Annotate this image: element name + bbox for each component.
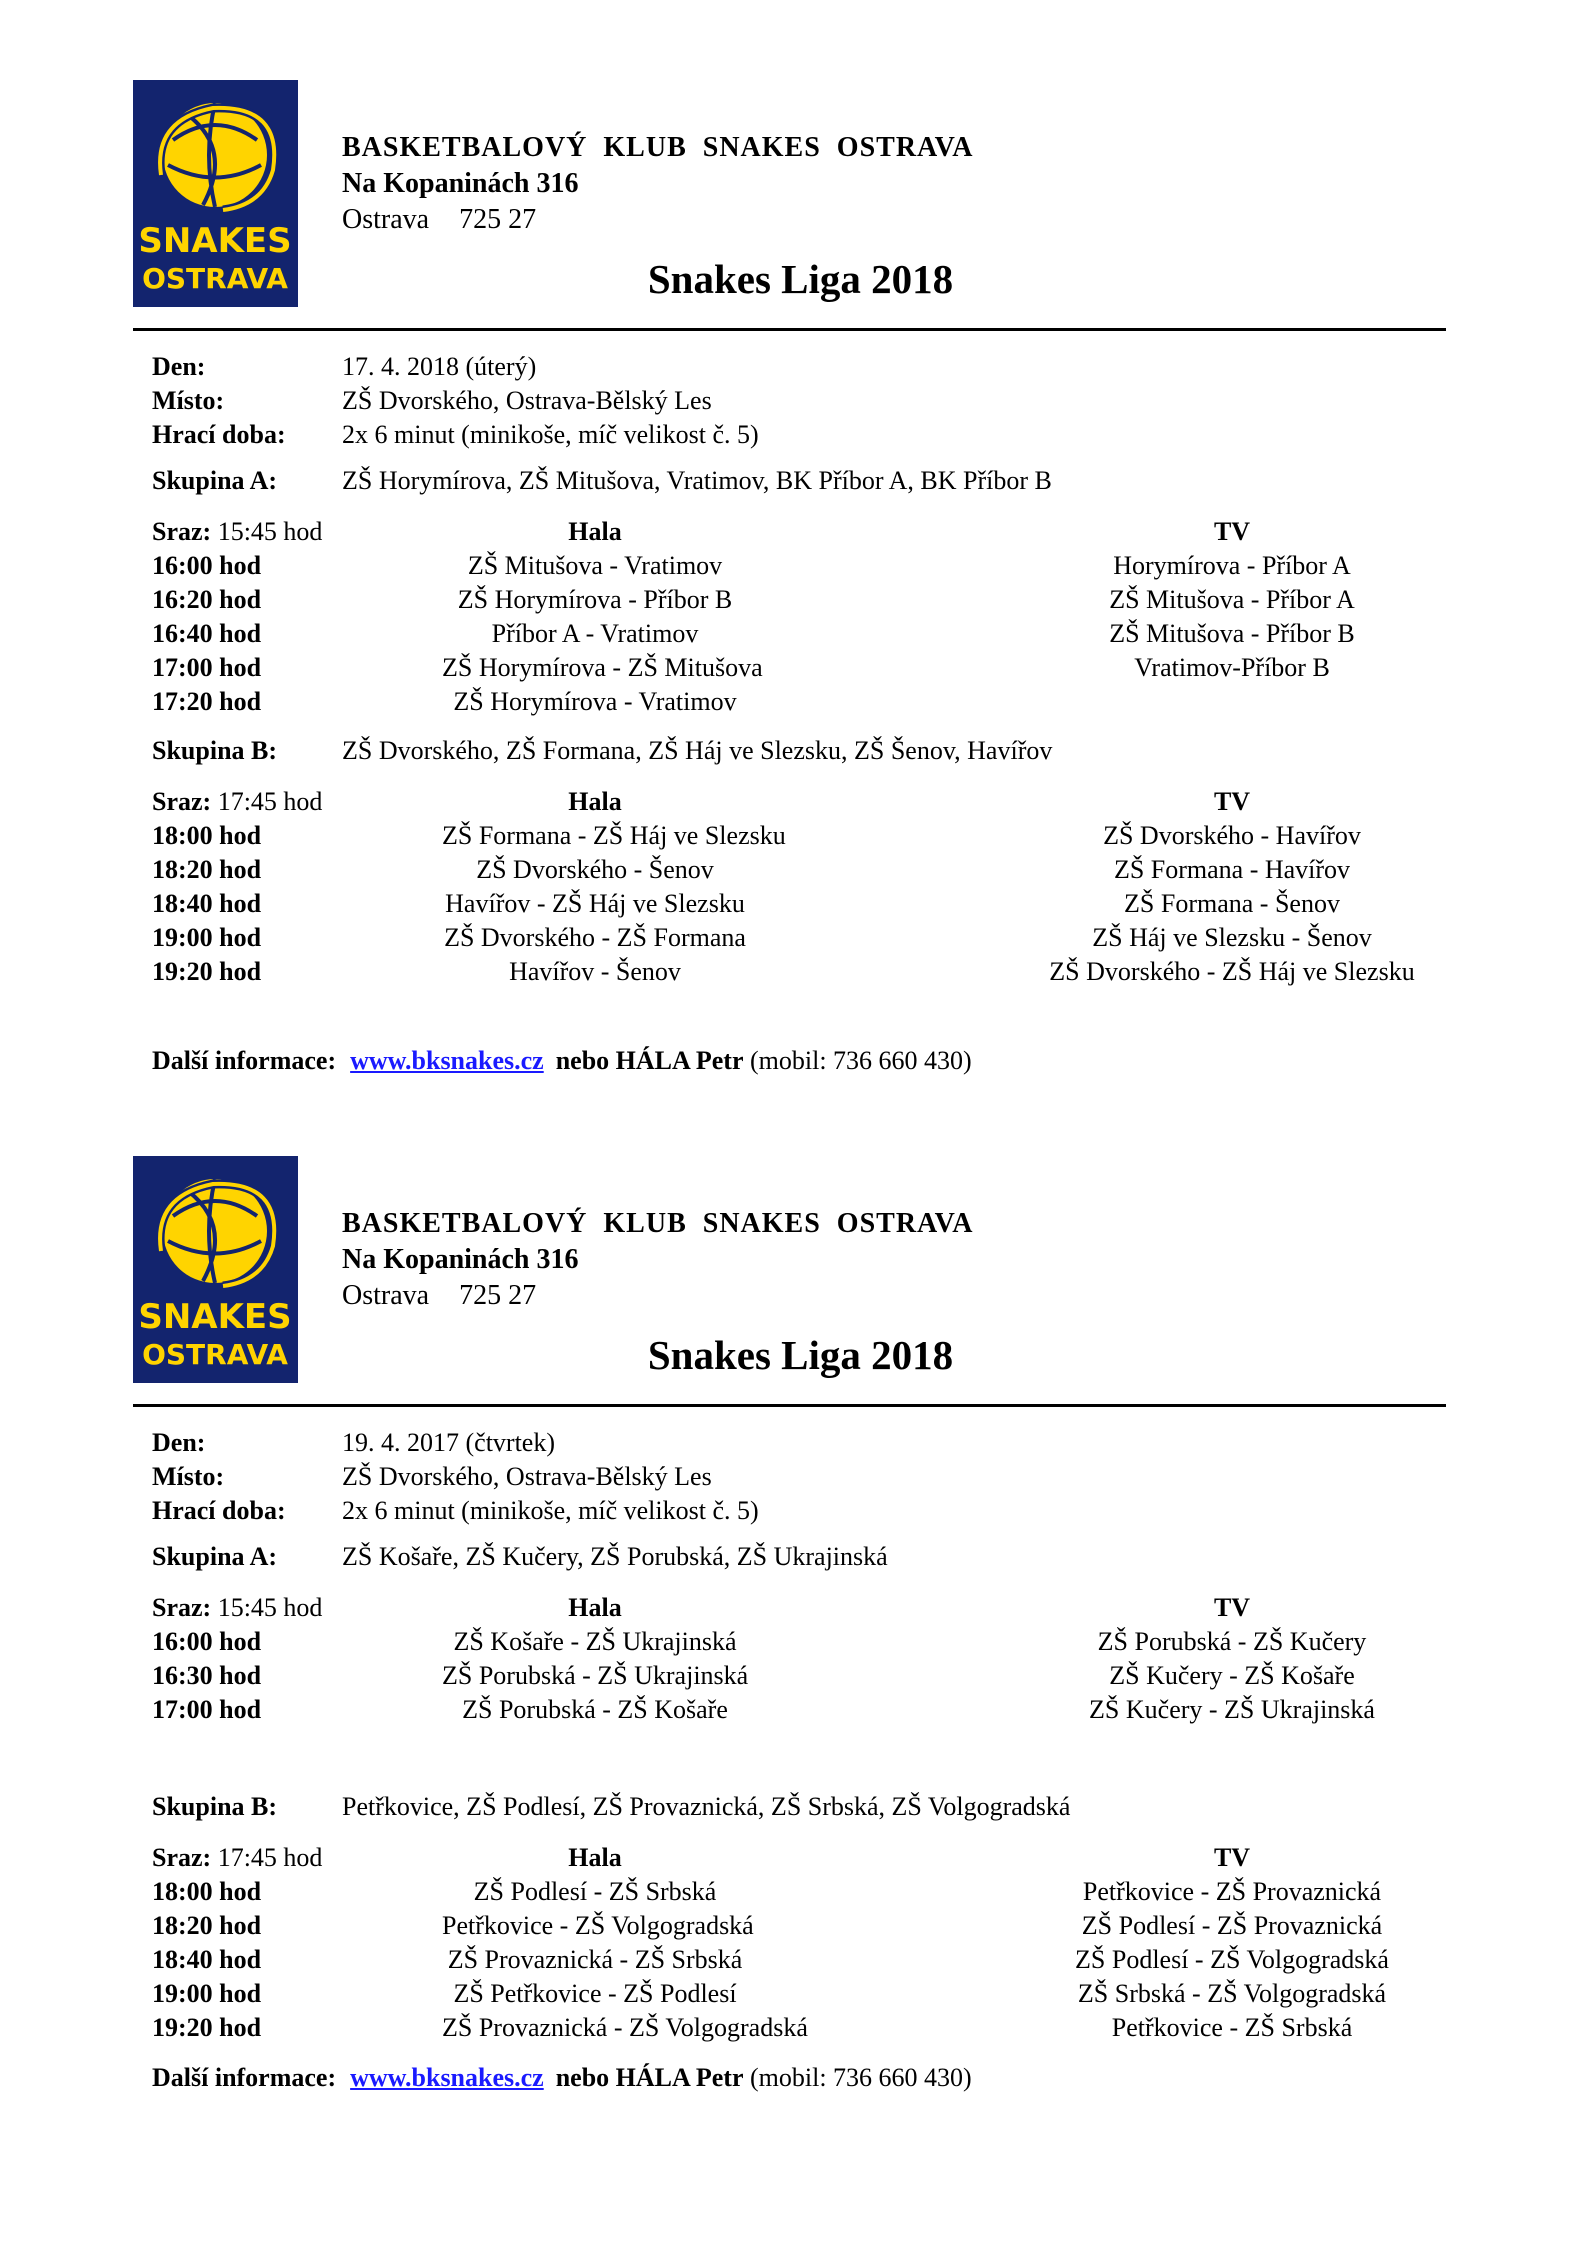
event-date: 19. 4. 2017 (čtvrtek) <box>342 1428 556 1457</box>
table-row: 19:00 hod ZŠ Petřkovice - ZŠ Podlesí ZŠ Srbská - ZŠ Volgogradská <box>152 1979 1387 2008</box>
sheet-1 <box>0 0 1585 1075</box>
table-row: 18:40 hod Havířov - ZŠ Háj ve Slezsku ZŠ Formana - Šenov <box>152 889 1340 918</box>
club-address: Na Kopaninách 316 <box>342 1244 579 1275</box>
club-name: BASKETBALOVÝ KLUB SNAKES OSTRAVA <box>342 1208 974 1239</box>
svg-text:OSTRAVA: OSTRAVA <box>142 1338 288 1371</box>
group-b-schedule: Sraz: 17:45 hod Hala TV 18:00 hod ZŠ Formana - ZŠ Háj ve Slezsku ZŠ Dvorského - Havířov 18:20 hod ZŠ Dvorského - Šenov ZŠ Formana - Havířov 18:40 hod Havířov - ZŠ Háj ve Slezsku ZŠ Formana - Šenov 19:00 hod ZŠ Dvorského - ZŠ Formana ZŠ Háj ve Slezsku - Šenov 19:20 hod Havířov - Šenov ZŠ Dvorského - ZŠ Háj ve Slezsku <box>152 785 1452 989</box>
table-row: 17:00 hod ZŠ Horymírova - ZŠ Mitušova Vratimov-Příbor B <box>152 653 1330 682</box>
group-b-teams: Skupina B: Petřkovice, ZŠ Podlesí, ZŠ Provaznická, ZŠ Srbská, ZŠ Volgogradská <box>152 1792 1071 1821</box>
website-link[interactable]: www.bksnakes.cz <box>350 2063 544 2092</box>
table-row: 16:00 hod ZŠ Košaře - ZŠ Ukrajinská ZŠ Porubská - ZŠ Kučery <box>152 1627 1367 1656</box>
table-row: 18:00 hod ZŠ Formana - ZŠ Háj ve Slezsku ZŠ Dvorského - Havířov <box>152 821 1361 850</box>
club-zip: 725 27 <box>459 1280 537 1311</box>
svg-text:SNAKES: SNAKES <box>138 221 292 261</box>
divider <box>133 1404 1446 1407</box>
event-duration: 2x 6 minut (minikoše, míč velikost č. 5) <box>342 420 759 449</box>
table-row: 17:20 hod ZŠ Horymírova - Vratimov <box>152 687 737 716</box>
table-row: 18:40 hod ZŠ Provaznická - ZŠ Srbská ZŠ Podlesí - ZŠ Volgogradská <box>152 1945 1389 1974</box>
table-row: 17:00 hod ZŠ Porubská - ZŠ Košaře ZŠ Kučery - ZŠ Ukrajinská <box>152 1695 1375 1724</box>
sheet-2 <box>0 1076 1585 2092</box>
event-duration: 2x 6 minut (minikoše, míč velikost č. 5) <box>342 1496 759 1525</box>
table-row: 16:00 hod ZŠ Mitušova - Vratimov Horymírova - Příbor A <box>152 551 1351 580</box>
club-header <box>342 1206 973 1314</box>
table-row: 16:20 hod ZŠ Horymírova - Příbor B ZŠ Mitušova - Příbor A <box>152 585 1355 614</box>
table-row: 19:00 hod ZŠ Dvorského - ZŠ Formana ZŠ Háj ve Slezsku - Šenov <box>152 923 1372 952</box>
event-info: Den: 17. 4. 2018 (úterý) Místo: ZŠ Dvorského, Ostrava-Bělský Les Hrací doba: 2x 6 minut (minikoše, míč velikost č. 5) <box>152 352 759 449</box>
group-a-schedule: Sraz: 15:45 hod Hala TV 16:00 hod ZŠ Košaře - ZŠ Ukrajinská ZŠ Porubská - ZŠ Kučery 16:30 hod ZŠ Porubská - ZŠ Ukrajinská ZŠ Kučery - ZŠ Košaře 17:00 hod ZŠ Porubská - ZŠ Košaře ZŠ Kučery - ZŠ Ukrajinská <box>152 1591 1452 1727</box>
group-a-schedule: Sraz: 15:45 hod Hala TV 16:00 hod ZŠ Mitušova - Vratimov Horymírova - Příbor A 16:20 hod ZŠ Horymírova - Příbor B ZŠ Mitušova - Příbor A 16:40 hod Příbor A - Vratimov ZŠ Mitušova - Příbor B 17:00 hod ZŠ Horymírova - ZŠ Mitušova Vratimov-Příbor B 17:20 hod ZŠ Horymírova - Vratimov <box>152 515 1452 719</box>
event-place: ZŠ Dvorského, Ostrava-Bělský Les <box>342 386 712 415</box>
svg-text:OSTRAVA: OSTRAVA <box>142 262 288 295</box>
club-header <box>342 130 973 238</box>
more-info: Další informace: www.bksnakes.cz nebo HÁLA Petr (mobil: 736 660 430) <box>152 1046 972 1075</box>
club-zip: 725 27 <box>459 204 537 235</box>
table-row: 18:00 hod ZŠ Podlesí - ZŠ Srbská Petřkovice - ZŠ Provaznická <box>152 1877 1382 1906</box>
event-place: ZŠ Dvorského, Ostrava-Bělský Les <box>342 1462 712 1491</box>
table-row: 19:20 hod Havířov - Šenov ZŠ Dvorského - ZŠ Háj ve Slezsku <box>152 957 1415 986</box>
club-city: Ostrava <box>342 1280 430 1311</box>
group-a-teams: Skupina A: ZŠ Košaře, ZŠ Kučery, ZŠ Porubská, ZŠ Ukrajinská <box>152 1542 888 1571</box>
club-name: BASKETBALOVÝ KLUB SNAKES OSTRAVA <box>342 132 974 163</box>
page-title: Snakes Liga 2018 <box>647 256 954 302</box>
table-row: 16:40 hod Příbor A - Vratimov ZŠ Mitušova - Příbor B <box>152 619 1355 648</box>
page-title: Snakes Liga 2018 <box>647 1332 954 1378</box>
table-row: 19:20 hod ZŠ Provaznická - ZŠ Volgogradská Petřkovice - ZŠ Srbská <box>152 2013 1353 2042</box>
divider <box>133 328 1446 331</box>
group-b-teams: Skupina B: ZŠ Dvorského, ZŠ Formana, ZŠ Háj ve Slezsku, ZŠ Šenov, Havířov <box>152 736 1053 765</box>
club-address: Na Kopaninách 316 <box>342 168 579 199</box>
group-a-teams: Skupina A: ZŠ Horymírova, ZŠ Mitušova, Vratimov, BK Příbor A, BK Příbor B <box>152 466 1052 495</box>
website-link[interactable]: www.bksnakes.cz <box>350 1046 544 1075</box>
table-row: 18:20 hod ZŠ Dvorského - Šenov ZŠ Formana - Havířov <box>152 855 1351 884</box>
table-row: 16:30 hod ZŠ Porubská - ZŠ Ukrajinská ZŠ Kučery - ZŠ Košaře <box>152 1661 1355 1690</box>
more-info: Další informace: www.bksnakes.cz nebo HÁLA Petr (mobil: 736 660 430) <box>152 2063 972 2092</box>
group-b-schedule: Sraz: 17:45 hod Hala TV 18:00 hod ZŠ Podlesí - ZŠ Srbská Petřkovice - ZŠ Provaznická 18:20 hod Petřkovice - ZŠ Volgogradská ZŠ Podlesí - ZŠ Provaznická 18:40 hod ZŠ Provaznická - ZŠ Srbská ZŠ Podlesí - ZŠ Volgogradská 19:00 hod ZŠ Petřkovice - ZŠ Podlesí ZŠ Srbská - ZŠ Volgogradská 19:20 hod ZŠ Provaznická - ZŠ Volgogradská Petřkovice - ZŠ Srbská <box>152 1841 1452 2045</box>
event-info: Den: 19. 4. 2017 (čtvrtek) Místo: ZŠ Dvorského, Ostrava-Bělský Les Hrací doba: 2x 6 minut (minikoše, míč velikost č. 5) <box>152 1428 759 1525</box>
svg-text:SNAKES: SNAKES <box>138 1297 292 1337</box>
club-city: Ostrava <box>342 204 430 235</box>
event-date: 17. 4. 2018 (úterý) <box>342 352 537 381</box>
table-row: 18:20 hod Petřkovice - ZŠ Volgogradská ZŠ Podlesí - ZŠ Provaznická <box>152 1911 1383 1940</box>
